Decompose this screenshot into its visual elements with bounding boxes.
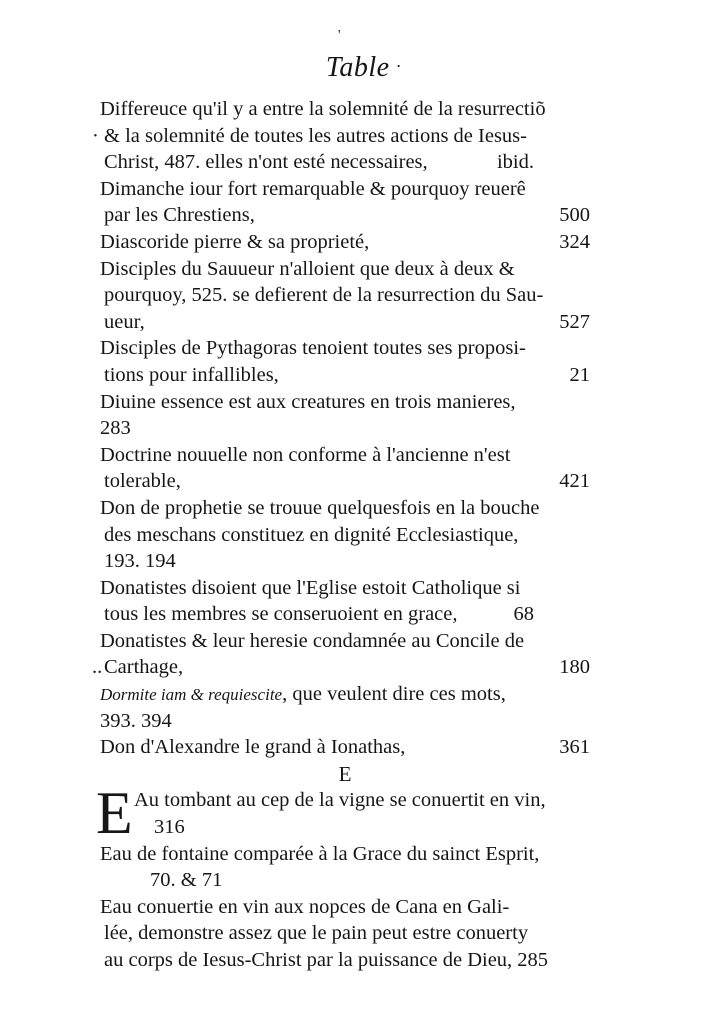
entry-text: Eau conuertie en vin aux nopces de Cana en Gali- bbox=[100, 895, 510, 918]
entry-line bbox=[100, 894, 590, 921]
page-ref: 21 bbox=[569, 363, 590, 386]
page-ref: 527 bbox=[559, 310, 590, 333]
top-mark: ' bbox=[338, 28, 341, 43]
page-ref: 193. 194 bbox=[104, 550, 176, 573]
entry-line bbox=[100, 362, 590, 389]
entry-line bbox=[100, 867, 590, 894]
entry-line bbox=[100, 841, 590, 868]
entry-line bbox=[100, 96, 590, 123]
page-ref: 316 bbox=[154, 816, 185, 839]
entry-text: tolerable, bbox=[104, 470, 181, 493]
entry-line bbox=[100, 681, 590, 708]
entry-text: Disciples du Sauueur n'alloient que deux à deux & bbox=[100, 257, 515, 280]
entry-line bbox=[100, 202, 590, 229]
entry-text: tions pour infallibles, bbox=[104, 363, 279, 386]
entry-text: lée, demonstre assez que le pain peut estre conuerty bbox=[104, 922, 529, 945]
entry-text: Donatistes disoient que l'Eglise estoit Catholique si bbox=[100, 576, 521, 599]
entry-line bbox=[100, 389, 590, 416]
margin-mark: .. bbox=[92, 656, 103, 679]
entry-line bbox=[100, 495, 590, 522]
entry-line bbox=[100, 415, 590, 442]
drop-cap: E bbox=[96, 780, 133, 847]
entry-text: Eau de fontaine comparée à la Grace du sainct Esprit, bbox=[100, 842, 540, 865]
entry-text: Disciples de Pythagoras tenoient toutes ses proposi- bbox=[100, 337, 526, 360]
entry-line bbox=[100, 708, 590, 735]
page-ref: 393. 394 bbox=[100, 709, 172, 732]
page-ref: 324 bbox=[559, 230, 590, 253]
entry-text: & la solemnité de toutes les autres actions de Iesus- bbox=[104, 124, 527, 147]
latin-phrase: Dormite iam & requiescite bbox=[100, 685, 283, 705]
entry-line bbox=[100, 229, 590, 256]
entry-line bbox=[100, 256, 590, 283]
entry-text: tous les membres se conseruoient en grace, bbox=[104, 603, 458, 626]
entry-line bbox=[100, 468, 590, 495]
entry-text: Donatistes & leur heresie condamnée au Concile de bbox=[100, 629, 525, 652]
entry-line bbox=[100, 947, 590, 974]
entry-line bbox=[100, 628, 590, 655]
entry-text: Diascoride pierre & sa proprieté, bbox=[100, 230, 370, 253]
header-dot: · bbox=[395, 56, 403, 76]
page-ref: 421 bbox=[559, 470, 590, 493]
entry-line bbox=[100, 601, 590, 628]
entry-text: au corps de Iesus-Christ par la puissance de Dieu, 285 bbox=[104, 949, 549, 971]
entry-text: Au tombant au cep de la vigne se conuertit en vin, bbox=[134, 789, 546, 812]
entry-line bbox=[100, 734, 590, 761]
entry-text-rest: , que veulent dire ces mots, bbox=[282, 683, 506, 706]
page-ref: ibid. bbox=[496, 151, 534, 174]
page-ref: 70. & 71 bbox=[150, 869, 223, 892]
page-ref: 361 bbox=[559, 736, 590, 759]
page-ref: 500 bbox=[559, 204, 590, 227]
header-title: Table bbox=[325, 52, 390, 83]
page-ref: 283 bbox=[100, 417, 131, 440]
entry-line bbox=[100, 176, 590, 203]
page-ref: 180 bbox=[559, 656, 590, 679]
entry-text: pourquoy, 525. se defierent de la resurrection du Sau- bbox=[104, 284, 544, 307]
page-ref: 68 bbox=[513, 603, 534, 626]
page-header bbox=[0, 52, 728, 84]
entry-line bbox=[100, 282, 590, 309]
entry-text: par les Chrestiens, bbox=[104, 204, 255, 227]
entry-line bbox=[100, 920, 590, 947]
entry-line bbox=[100, 309, 590, 336]
entry-line bbox=[100, 575, 590, 602]
entry-text: Dimanche iour fort remarquable & pourquoy reuerê bbox=[100, 177, 526, 200]
entry-text: Doctrine nouuelle non conforme à l'ancienne n'est bbox=[100, 443, 511, 466]
entry-line bbox=[92, 654, 590, 681]
index-entries bbox=[92, 96, 590, 974]
entry-text: Christ, 487. elles n'ont esté necessaires, bbox=[104, 151, 428, 174]
entry-text: Don d'Alexandre le grand à Ionathas, bbox=[100, 736, 406, 759]
entry-text: Differeuce qu'il y a entre la solemnité de la resurrectiõ bbox=[100, 98, 546, 120]
entry-text bbox=[100, 681, 506, 709]
entry-line bbox=[100, 149, 590, 176]
entry-line bbox=[100, 442, 590, 469]
entry-line bbox=[100, 548, 590, 575]
entry-text: ueur, bbox=[104, 310, 145, 333]
entry-line bbox=[100, 522, 590, 549]
section-letter-heading: E bbox=[338, 761, 352, 786]
entry-line bbox=[100, 814, 590, 841]
entry-line bbox=[100, 335, 590, 362]
entry-text: Don de prophetie se trouue quelquesfois en la bouche bbox=[100, 496, 540, 519]
margin-mark: · bbox=[92, 124, 99, 147]
entry-text: Carthage, bbox=[104, 656, 184, 679]
entry-text: des meschans constituez en dignité Ecclesiastique, bbox=[104, 523, 519, 546]
entry-text: Diuine essence est aux creatures en trois manieres, bbox=[100, 390, 516, 413]
entry-line bbox=[92, 123, 590, 150]
